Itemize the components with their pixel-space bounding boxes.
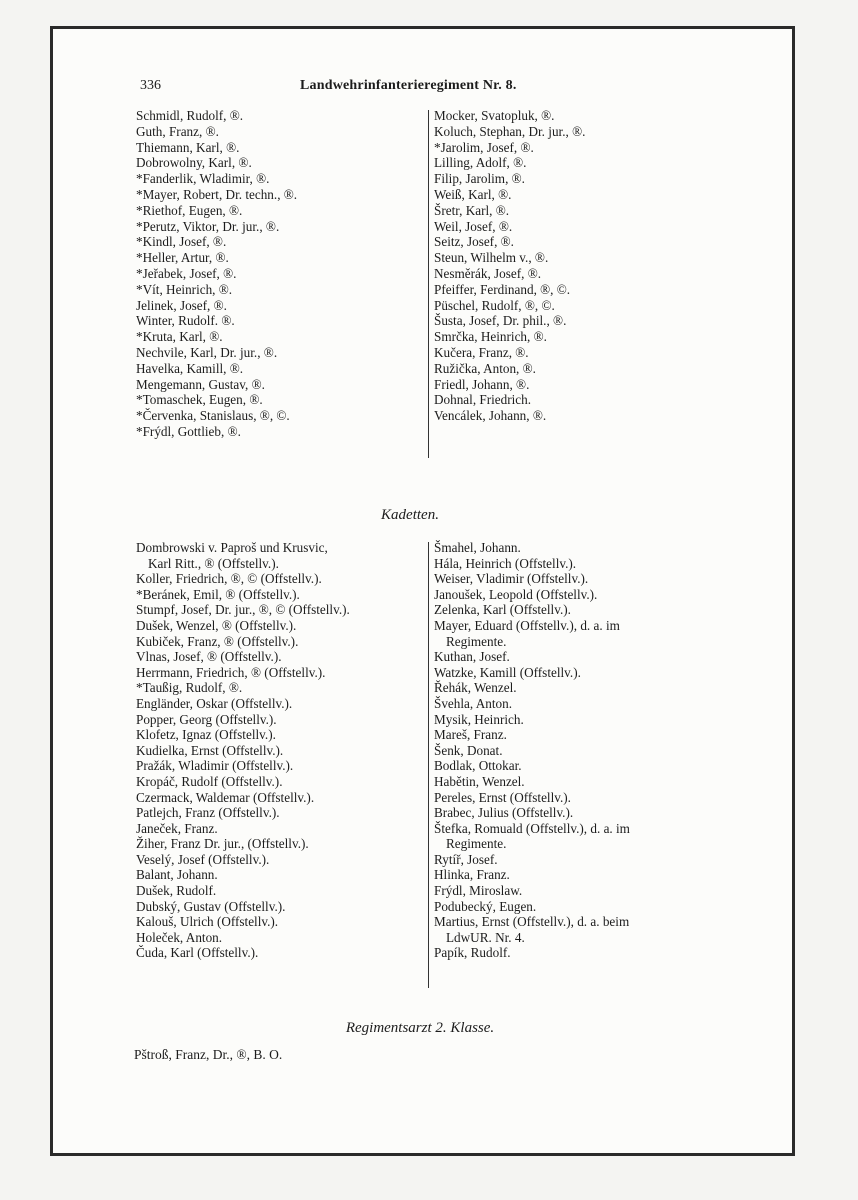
page-title: Landwehrinfanterieregiment Nr. 8. [300,78,517,93]
list-item: Hála, Heinrich (Offstellv.). [434,555,577,571]
list-item: Štefka, Romuald (Offstellv.), d. a. im [434,820,630,836]
list-item: Weil, Josef, ®. [434,218,513,234]
list-item: *Perutz, Viktor, Dr. jur., ®. [136,218,280,234]
officers-right-column [434,108,585,424]
list-item: Friedl, Johann, ®. [434,376,530,392]
list-item: Janeček, Franz. [136,820,218,836]
list-item: *Frýdl, Gottlieb, ®. [136,423,241,439]
list-item: *Kindl, Josef, ®. [136,234,227,250]
list-item: Jelinek, Josef, ®. [136,297,227,313]
list-item: Švehla, Anton. [434,695,513,711]
list-item: Kubiček, Franz, ® (Offstellv.). [136,633,299,649]
list-item: Regimente. [446,633,507,649]
list-item: Koluch, Stephan, Dr. jur., ®. [434,123,586,139]
list-item: *Vít, Heinrich, ®. [136,281,233,297]
list-item: Vencálek, Johann, ®. [434,408,547,424]
list-item: *Červenka, Stanislaus, ®, ©. [136,408,290,424]
regimentsarzt-heading: Regimentsarzt 2. Klasse. [345,1020,495,1036]
list-item: Podubecký, Eugen. [434,898,537,914]
list-item: Mocker, Svatopluk, ®. [434,108,555,123]
list-item: Dombrowski v. Paproš und Krusvic, [136,540,328,555]
list-item: Klofetz, Ignaz (Offstellv.). [136,727,276,743]
list-item: *Mayer, Robert, Dr. techn., ®. [136,186,298,202]
list-item: Šenk, Donat. [434,742,503,758]
list-item: Čuda, Karl (Offstellv.). [136,945,259,961]
list-item: Šusta, Josef, Dr. phil., ®. [434,313,567,329]
list-item: Seitz, Josef, ®. [434,234,514,250]
list-item: Hlinka, Franz. [434,867,510,883]
officers-column-divider [428,110,429,458]
list-item: Engländer, Oskar (Offstellv.). [136,695,293,711]
list-item: Mareš, Franz. [434,727,507,743]
list-item: Ružička, Anton, ®. [434,360,536,376]
list-item: Filip, Jarolim, ®. [434,171,525,187]
list-item: Řehák, Wenzel. [434,680,517,696]
list-item: Herrmann, Friedrich, ® (Offstellv.). [136,664,326,680]
list-item: Stumpf, Josef, Dr. jur., ®, © (Offstellv.). [136,602,350,618]
list-item: Janoušek, Leopold (Offstellv.). [434,586,598,602]
list-item: Smrčka, Heinrich, ®. [434,329,547,345]
list-item: Mengemann, Gustav, ®. [136,376,265,392]
list-item: Karl Ritt., ® (Offstellv.). [148,555,279,571]
list-item: LdwUR. Nr. 4. [446,929,525,945]
kadetten-right-column [434,540,630,961]
list-item: Rytíř, Josef. [434,851,498,867]
list-item: Kuthan, Josef. [434,649,510,665]
list-item: Popper, Georg (Offstellv.). [136,711,277,727]
list-item: Steun, Wilhelm v., ®. [434,250,549,266]
page-header [140,78,740,98]
list-item: Kalouš, Ulrich (Offstellv.). [136,914,279,930]
list-item: Veselý, Josef (Offstellv.). [136,851,270,867]
list-item: Dubský, Gustav (Offstellv.). [136,898,286,914]
list-item: *Taußig, Rudolf, ®. [136,680,243,696]
list-item: Weiser, Vladimir (Offstellv.). [434,571,589,587]
list-item: Bodlak, Ottokar. [434,758,522,774]
list-item: *Jeřabek, Josef, ®. [136,265,237,281]
list-item: *Beránek, Emil, ® (Offstellv.). [136,586,300,602]
list-item: Holeček, Anton. [136,929,223,945]
list-item: Kudielka, Ernst (Offstellv.). [136,742,284,758]
list-item: *Riethof, Eugen, ®. [136,202,243,218]
kadetten-heading: Kadetten. [381,507,439,523]
list-item: Kučera, Franz, ®. [434,344,529,360]
list-item: *Tomaschek, Eugen, ®. [136,392,263,408]
kadetten-column-divider [428,542,429,988]
list-item: Regimente. [446,836,507,852]
list-item: Žiher, Franz Dr. jur., (Offstellv.). [136,836,309,852]
list-item: Schmidl, Rudolf, ®. [136,108,244,123]
list-item: Czermack, Waldemar (Offstellv.). [136,789,315,805]
list-item: Habětin, Wenzel. [434,773,525,789]
list-item: Lilling, Adolf, ®. [434,155,527,171]
list-item: Balant, Johann. [136,867,218,883]
kadetten-left-column [136,540,350,961]
list-item: Šretr, Karl, ®. [434,202,510,218]
list-item: *Jarolim, Josef, ®. [434,139,534,155]
list-item: Patlejch, Franz (Offstellv.). [136,805,280,821]
list-item: Havelka, Kamill, ®. [136,360,244,376]
list-item: *Fanderlik, Wladimir, ®. [136,171,270,187]
list-item: Dušek, Rudolf. [136,883,217,899]
list-item: Papík, Rudolf. [434,945,511,961]
list-item: Brabec, Julius (Offstellv.). [434,805,574,821]
list-item: Thiemann, Karl, ®. [136,139,240,155]
list-item: Zelenka, Karl (Offstellv.). [434,602,571,618]
page-number: 336 [140,78,161,93]
list-item: Winter, Rudolf. ®. [136,313,235,329]
list-item: Dohnal, Friedrich. [434,392,532,408]
officers-left-column [136,108,297,440]
list-item: *Heller, Artur, ®. [136,250,229,266]
list-item: *Kruta, Karl, ®. [136,329,223,345]
list-item: Mysik, Heinrich. [434,711,524,727]
list-item: Guth, Franz, ®. [136,123,219,139]
list-item: Pfeiffer, Ferdinand, ®, ©. [434,281,571,297]
list-item: Koller, Friedrich, ®, © (Offstellv.). [136,571,322,587]
list-item: Nesměrák, Josef, ®. [434,265,542,281]
regimentsarzt-entry: Pštroß, Franz, Dr., ®, B. O. [134,1047,283,1062]
list-item: Pražák, Wladimir (Offstellv.). [136,758,294,774]
list-item: Frýdl, Miroslaw. [434,883,523,899]
list-item: Mayer, Eduard (Offstellv.), d. a. im [434,617,620,633]
list-item: Nechvile, Karl, Dr. jur., ®. [136,344,278,360]
list-item: Martius, Ernst (Offstellv.), d. a. beim [434,914,630,930]
list-item: Šmahel, Johann. [434,540,521,555]
list-item: Püschel, Rudolf, ®, ©. [434,297,555,313]
list-item: Watzke, Kamill (Offstellv.). [434,664,581,680]
list-item: Kropáč, Rudolf (Offstellv.). [136,773,283,789]
list-item: Weiß, Karl, ®. [434,186,512,202]
list-item: Dobrowolny, Karl, ®. [136,155,252,171]
list-item: Dušek, Wenzel, ® (Offstellv.). [136,617,297,633]
list-item: Vlnas, Josef, ® (Offstellv.). [136,649,282,665]
list-item: Pereles, Ernst (Offstellv.). [434,789,571,805]
